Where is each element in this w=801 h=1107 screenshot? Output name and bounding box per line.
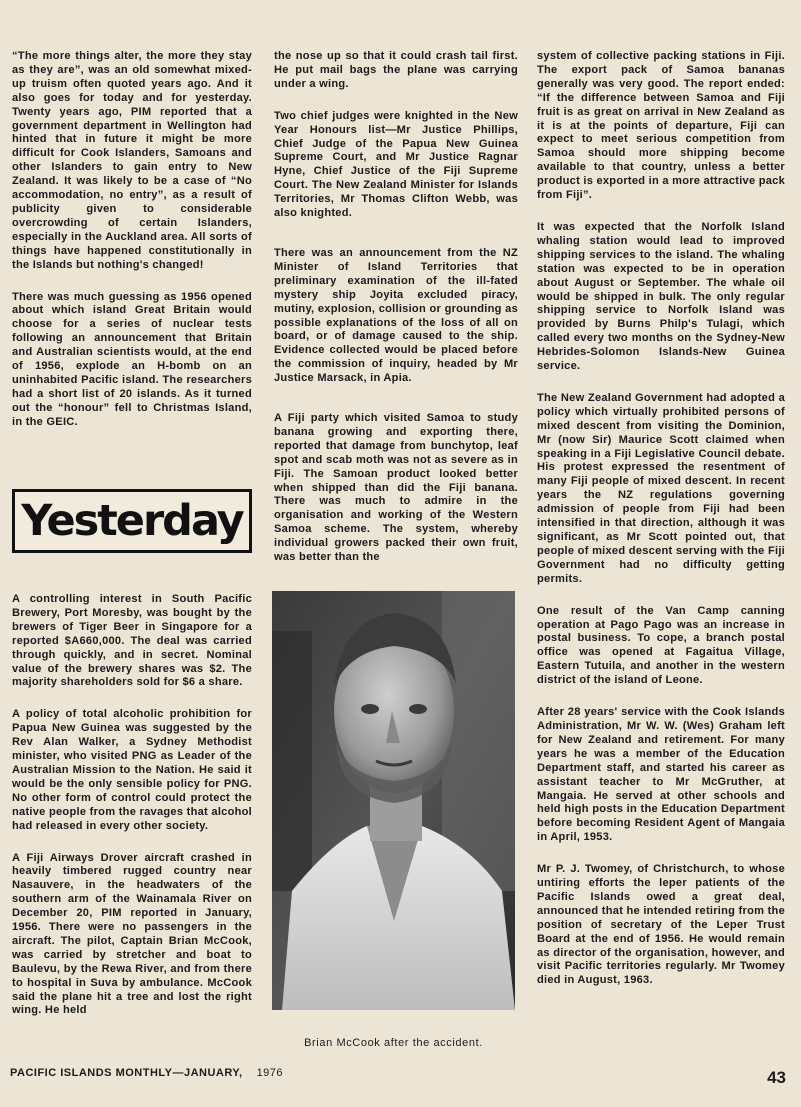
masthead-title: Yesterday [21, 496, 243, 546]
column-1-bottom [12, 593, 252, 1036]
article-paragraph: Mr P. J. Twomey, of Christchurch, to whose untiring efforts the leper patients of the Pacific Islands owed a great deal, announced that he intended retiring from the position of secretary of the Leper Trust Board at the end of 1956. He would remain as director of the organisation, however, and visit Pacific territories regularly. Mr Twomey died in August, 1963. [537, 863, 785, 987]
article-paragraph: “The more things alter, the more they stay as they are”, was an old somewhat mixed-up truism often quoted years ago. And it also goes for today and for yesterday. Twenty years ago, PIM reported that a government department in Wellington had hinted that in future it might be more difficult for Cook Islanders, Samoans and other Islanders to gain entry to New Zealand. It was likely to be a case of “No accommodation, no entry”, as a result of publicity given to considerable overcrowding of certain Islanders, especially in the Auckland area. All sorts of things have happened constitutionally in the Islands but nothing's changed! [12, 50, 252, 271]
article-paragraph: After 28 years' service with the Cook Islands Administration, Mr W. W. (Wes) Graham left for New Zealand and retirement. For many years he was a member of the Education Department staff, and started his career as assistant teacher to Mr McGruther, at Mangaia. He served at other schools and held high posts in the Education Department before becoming Resident Agent of Mangaia in April, 1953. [537, 706, 785, 844]
article-paragraph: It was expected that the Norfolk Island whaling station would lead to improved shipping services to the island. The whaling station was expected to be in operation about August or September. The whale oil would be shipped in bulk. The only regular shipping service to Norfolk Island was provided by Burns Philp's Tulagi, which called every two months on the Sydney-New Hebrides-Solomon Islands-New Guinea service. [537, 220, 785, 373]
article-paragraph: A controlling interest in South Pacific Brewery, Port Moresby, was bought by the brewers of Tiger Beer in Singapore for a reported $A660,000. The deal was carried through quickly, and in secret. Nominal value of the brewery shares was $2. The majority shareholders sold for $6 a share. [12, 593, 252, 689]
article-paragraph: Two chief judges were knighted in the New Year Honours list—Mr Justice Phillips, Chief Judge of the Papua New Guinea Supreme Court, and Mr Justice Ragnar Hyne, Chief Justice of the Fiji Supreme Court. The New Zealand Minister for Islands Territories, Mr Thomas Clifton Webb, was also knighted. [274, 109, 518, 220]
publication-name: PACIFIC ISLANDS MONTHLY—JANUARY, [10, 1067, 243, 1079]
page-number: 43 [767, 1068, 786, 1087]
page-footer [10, 1067, 283, 1079]
column-1-top [12, 50, 252, 448]
article-paragraph: The New Zealand Government had adopted a policy which virtually prohibited persons of mixed descent from visiting the Dominion, Mr (now Sir) Maurice Scott claimed when speaking in a Fiji Legislative Council debate. His protest expressed the resentment of many Fiji people of mixed descent. In recent years the NZ regulations governing admission of people from Fiji had been intensified in that direction, although it was significant, as Mr Scott pointed out, that people of mixed descent serving with the Fiji Government had no difficulty getting permits. [537, 391, 785, 585]
article-paragraph: system of collective packing stations in Fiji. The export pack of Samoa bananas generally was very good. The report ended: “If the difference between Samoa and Fiji fruit is as great on arrival in New Zealand as it is at the points of departure, Fiji can expect to meet serious competition from Samoa should more shipping become available to that country, unless a better product is exported in a more attractive pack from Fiji”. [537, 50, 785, 202]
article-paragraph: There was much guessing as 1956 opened about which island Great Britain would choose for a series of nuclear tests following an announcement that Britain and Australian scientists would, at the end of 1956, explode an H-bomb on an uninhabited Pacific island. The researchers had a short list of 20 islands. As it turned out the “honour” fell to Christmas Island, in the GEIC. [12, 290, 252, 428]
article-paragraph: A Fiji Airways Drover aircraft crashed in heavily timbered rugged country near Nasauvere, in the headwaters of the southern arm of the Wainamala River on December 20, PIM reported in January, 1956. There were no passengers in the aircraft. The pilot, Captain Brian McCook, was carried by stretcher and boat to Baulevu, by the Rewa River, and from there to hospital in Suva by ambulance. McCook said the plane hit a tree and lost the right wing. He held [12, 851, 252, 1017]
article-paragraph: One result of the Van Camp canning operation at Pago Pago was an increase in postal business. To cope, a branch postal office was opened at Fagaitua Village, Eastern Tutuila, and another in the western district of the island of Leone. [537, 604, 785, 687]
column-3 [537, 50, 785, 1006]
yesterday-masthead [12, 489, 252, 553]
article-paragraph: the nose up so that it could crash tail first. He put mail bags the plane was carrying under a wing. [274, 50, 518, 90]
article-paragraph: A policy of total alcoholic prohibition for Papua New Guinea was suggested by the Rev Alan Walker, a Sydney Methodist minister, who visited PNG as Leader of the Australian Mission to the Nation. He said it would be the only sensible policy for PNG. No other form of control could protect the native people from the ravages that alcohol had released in every other society. [12, 708, 252, 832]
photo-caption: Brian McCook after the accident. [304, 1037, 483, 1049]
portrait-photo [272, 591, 515, 1010]
publication-year: 1976 [256, 1067, 284, 1079]
column-2 [274, 50, 518, 583]
article-paragraph: A Fiji party which visited Samoa to study banana growing and exporting there, reported that damage from bunchytop, leaf spot and scab moth was not as severe as in Fiji. The Samoan product looked better when shipped than did the Fiji banana. There was much to admire in the organisation and working of the Western Samoa scheme. The system, whereby individual growers packed their own fruit, was better than the [274, 412, 518, 564]
article-paragraph: There was an announcement from the NZ Minister of Island Territories that preliminary examination of the ill-fated mystery ship Joyita excluded piracy, mutiny, explosion, collision or grounding as possible explanations of the loss of all on board, or of damage caused to the ship. Evidence collected would be placed before the commission of inquiry, headed by Mr Justice Marsack, in Apia. [274, 246, 518, 385]
